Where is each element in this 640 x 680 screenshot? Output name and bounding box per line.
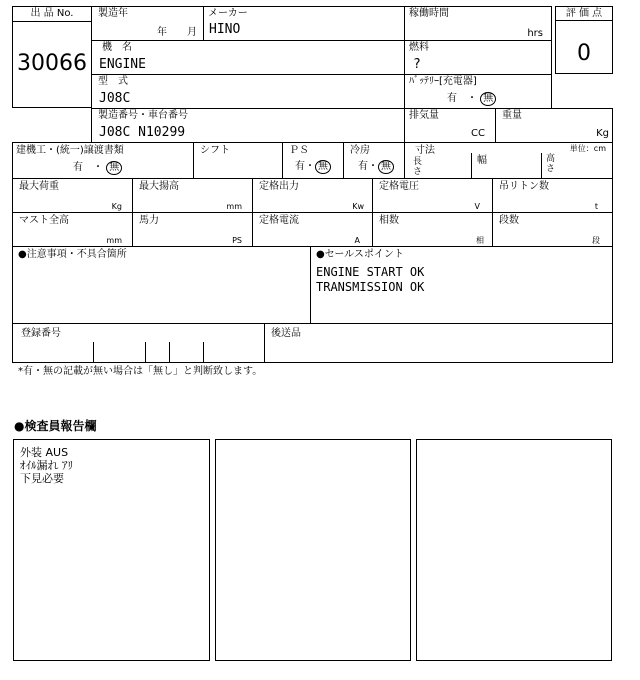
displacement-unit: CC [471,128,485,139]
inspector-line-2: ｵｲﾙ漏れ ｱﾘ [20,459,73,472]
type-label: 型 式 [98,76,128,87]
maker-cell [203,6,405,41]
horsepower-label: 馬力 [139,215,159,226]
serial-value: J08C N10299 [99,125,186,140]
lifting-ton-unit: t [594,202,598,211]
phase-cell [372,212,493,247]
caution-cell [12,246,311,324]
phase-unit: 相 [476,236,484,245]
footnote: *有・無の記載が無い場合は「無し」と判断致します。 [18,366,263,377]
inspector-box-1 [13,439,210,661]
sales-point-cell [310,246,613,324]
cooler-yes: 有 [358,161,368,172]
registration-divider-3 [169,342,170,362]
maker-value: HINO [209,22,241,37]
caution-label: ●注意事項・不具合箇所 [18,249,127,260]
inspector-section-title: ●検査員報告欄 [14,419,97,433]
inspector-line-3: 下見必要 [20,472,64,485]
fuel-label: 燃料 [409,42,429,53]
dims-divider-1 [471,153,472,179]
registration-divider-2 [145,342,146,362]
battery-no-circled: 無 [480,92,496,106]
hours-cell [404,6,552,41]
type-value: J08C [99,91,131,106]
dims-cell [404,142,613,179]
battery-yes: 有 [447,93,457,104]
fuel-value: ? [413,57,421,72]
docs-label: 建機工・(統一)譲渡書類 [16,145,124,156]
max-lift-cell [132,178,253,213]
inspector-line-1: 外装 AUS [20,446,69,459]
cooler-no-circled: 無 [378,160,394,174]
ps-yes: 有 [295,161,305,172]
battery-yes-no: 有 ・ 無 [447,92,496,106]
cooler-cell [343,142,405,179]
post-delivery-label: 後送品 [271,328,301,339]
registration-divider-4 [203,342,204,362]
hours-unit: hrs [527,28,543,39]
displacement-label: 排気量 [409,110,439,121]
rated-voltage-label: 定格電圧 [379,181,419,192]
ps-no-circled: 無 [315,160,331,174]
sales-point-line-1: ENGINE START OK [316,265,425,279]
rated-output-unit: Kw [352,202,364,211]
shift-label: シフト [200,145,230,156]
hours-label: 稼働時間 [409,8,449,19]
cooler-yes-no: 有・ 無 [358,160,394,174]
registration-label: 登録番号 [21,328,61,339]
serial-label: 製造番号・車台番号 [98,110,188,121]
rated-current-cell [252,212,373,247]
score-label: 評 価 点 [556,8,612,21]
year-cell [91,6,204,41]
sales-point-label: ●セールスポイント [316,249,404,260]
max-lift-label: 最大揚高 [139,181,179,192]
mast-height-unit: mm [106,236,122,245]
score-value: 0 [577,41,591,66]
max-load-label: 最大荷重 [19,181,59,192]
horsepower-cell [132,212,253,247]
stages-label: 段数 [499,215,519,226]
rated-output-label: 定格出力 [259,181,299,192]
max-load-unit: Kg [111,202,122,211]
rated-output-cell [252,178,373,213]
registration-divider-1 [93,342,94,362]
inspector-box-2 [215,439,411,661]
cooler-label: 冷房 [350,145,370,156]
post-delivery-cell [264,323,613,363]
model-name-value: ENGINE [99,57,146,72]
ps-cell [282,142,344,179]
ps-label: ＰＳ [289,145,309,156]
battery-label: ﾊﾞｯﾃﾘｰ[充電器] [409,76,477,87]
stages-unit: 段 [592,236,600,245]
max-lift-unit: mm [226,202,242,211]
year-label: 製造年 [98,8,128,19]
battery-cell [404,74,552,109]
dims-divider-2 [541,153,542,179]
dims-unit-label: 単位：cm [569,144,606,153]
lot-number-label: 出 品 No. [13,8,91,22]
lifting-ton-cell [492,178,613,213]
model-name-cell [91,40,405,75]
lot-number-value: 30066 [17,51,87,76]
maker-label: メーカー [208,8,248,19]
ps-yes-no: 有・ 無 [295,160,331,174]
rated-current-unit: A [354,236,360,245]
docs-no-circled: 無 [106,161,122,175]
rated-voltage-cell [372,178,493,213]
registration-cell [12,323,265,363]
lifting-ton-label: 吊リトン数 [499,181,549,192]
displacement-cell [404,108,496,143]
docs-yes-no: 有 ・ 無 [73,161,122,175]
width-label: 幅 [477,155,487,166]
type-cell [91,74,405,109]
docs-cell [12,142,194,179]
model-name-label: 機 名 [102,42,132,53]
serial-cell [91,108,405,143]
weight-cell [495,108,613,143]
length-label: 長さ [413,157,423,177]
max-load-cell [12,178,133,213]
year-unit: 年 月 [157,27,197,38]
sales-point-line-2: TRANSMISSION OK [316,280,425,294]
fuel-cell [404,40,552,75]
rated-current-label: 定格電流 [259,215,299,226]
horsepower-unit: PS [232,236,242,245]
weight-label: 重量 [502,110,522,121]
height-label: 高さ [546,154,556,174]
lot-number-cell [12,6,92,108]
mast-height-cell [12,212,133,247]
stages-cell [492,212,613,247]
rated-voltage-unit: V [474,202,480,211]
mast-height-label: マスト全高 [19,215,69,226]
inspector-box-3 [416,439,612,661]
phase-label: 相数 [379,215,399,226]
shift-cell [193,142,283,179]
docs-yes: 有 [73,162,83,173]
weight-unit: Kg [596,128,609,139]
score-cell [555,6,613,74]
dims-label: 寸法 [415,145,435,156]
